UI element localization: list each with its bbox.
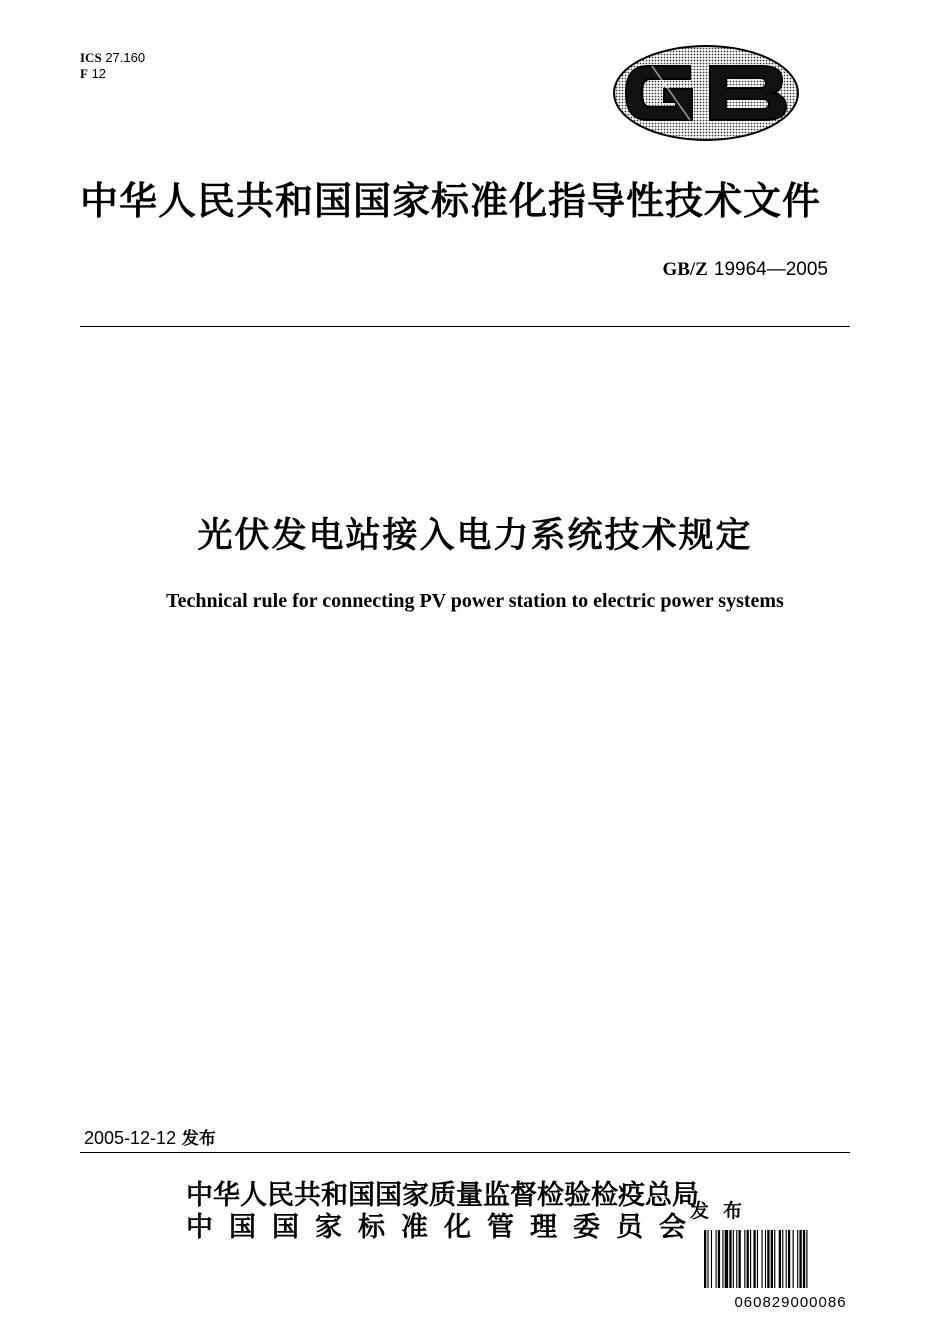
barcode-bar [711, 1230, 712, 1288]
barcode-bar [718, 1230, 720, 1288]
barcode-bar [793, 1230, 794, 1288]
barcode-bar [722, 1230, 723, 1288]
english-title: Technical rule for connecting PV power station to electric power systems [166, 590, 784, 612]
barcode-bar [704, 1230, 706, 1288]
gb-logo [612, 44, 800, 142]
issue-word: 发布 [181, 1129, 216, 1149]
chinese-title: 光伏发电站接入电力系统技术规定 [197, 516, 753, 556]
issue-date-line [84, 1124, 216, 1149]
standard-code-number: 19964—2005 [713, 259, 828, 280]
barcode-bar [744, 1230, 745, 1288]
ccs-line [80, 66, 145, 82]
barcode-bar [806, 1230, 807, 1288]
barcode-bar [707, 1230, 708, 1288]
footer-divider [80, 1152, 850, 1153]
publish-word: 发布 [690, 1200, 757, 1222]
barcode-bar [765, 1230, 766, 1288]
barcode-bar [767, 1230, 769, 1288]
barcode-bar [716, 1230, 717, 1288]
barcode-bar [786, 1230, 787, 1288]
barcode-bar [799, 1230, 801, 1288]
barcode-bar [733, 1230, 734, 1288]
barcode-bar [725, 1230, 728, 1288]
barcode-bar [747, 1230, 749, 1288]
barcode-bar [797, 1230, 798, 1288]
classification-codes [80, 50, 145, 82]
barcode-bar [803, 1230, 805, 1288]
ccs-code: 12 [91, 66, 107, 81]
barcode-bar [729, 1230, 731, 1288]
ics-label: ICS [80, 50, 102, 65]
document-type-heading: 中华人民共和国国家标准化指导性技术文件 [80, 179, 822, 223]
ccs-label: F [80, 66, 88, 81]
issuer-aqsiq: 中华人民共和国国家质量监督检验检疫总局 [186, 1180, 699, 1211]
standard-code [662, 258, 828, 281]
barcode-bar [782, 1230, 783, 1288]
barcode-bar [774, 1230, 775, 1288]
barcode-bar [771, 1230, 773, 1288]
barcode-bar [762, 1230, 763, 1288]
barcode-bar [739, 1230, 741, 1288]
standard-code-prefix: GB/Z [662, 259, 708, 280]
barcode [703, 1230, 878, 1288]
barcode-bar [750, 1230, 751, 1288]
issuing-authorities [186, 1180, 702, 1244]
ics-line [80, 50, 145, 66]
barcode-number: 060829000086 [734, 1294, 847, 1311]
ics-code: 27.160 [105, 50, 146, 65]
barcode-bar [757, 1230, 758, 1288]
barcode-bar [788, 1230, 790, 1288]
issuer-sac: 中国国家标准化管理委员会 [186, 1212, 702, 1243]
header-divider [80, 326, 850, 327]
issue-date: 2005-12-12 [84, 1128, 177, 1148]
barcode-bar [779, 1230, 781, 1288]
barcode-bar [753, 1230, 755, 1288]
barcode-bar [736, 1230, 737, 1288]
